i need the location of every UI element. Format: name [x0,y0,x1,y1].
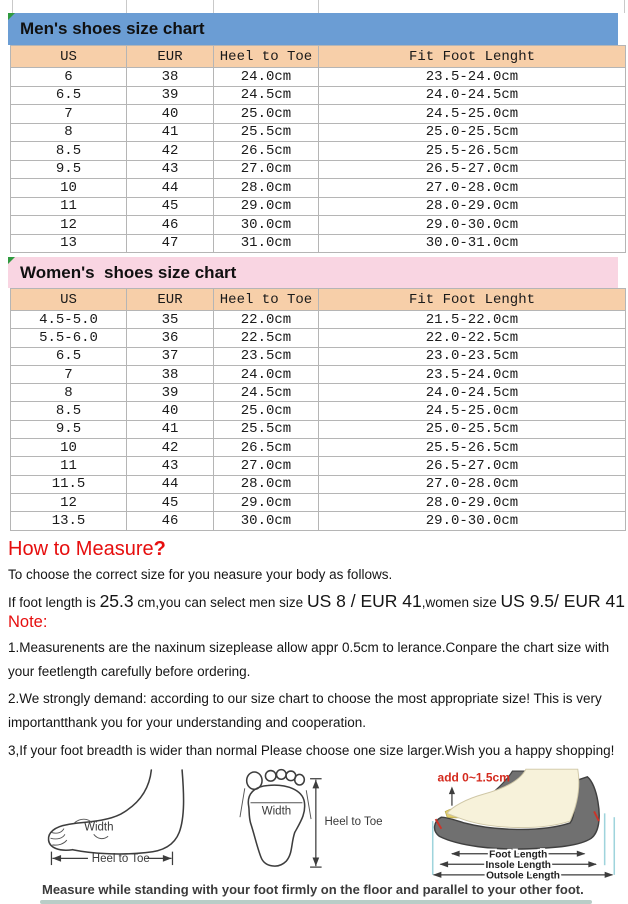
note-item: 3,If your foot breadth is wider than normal Please choose one size larger.Wish you a happy shopping! [8,742,615,758]
outsole-length-label: Outsole Length [486,870,561,882]
table-row [11,439,626,457]
table-cell: 7 [11,365,127,383]
table-cell: 28.0cm [214,179,319,198]
table-cell: 25.5cm [214,420,319,438]
table-cell: 47 [127,234,214,253]
table-cell: 26.5-27.0cm [319,457,626,475]
table-cell: 37 [127,347,214,365]
footprint-width-label: Width [261,805,292,818]
table-row [11,160,626,179]
gridline [213,0,214,13]
col-header-eur: EUR [127,289,214,311]
table-row [11,402,626,420]
table-cell: 39 [127,384,214,402]
table-cell: 25.5-26.5cm [319,142,626,161]
table-cell: 27.0cm [214,457,319,475]
table-cell: 9.5 [11,160,127,179]
gridline [624,0,625,13]
insole-length-label: Insole Length [485,860,552,872]
table-cell: 6.5 [11,86,127,105]
table-row [11,197,626,216]
table-cell: 22.0-22.5cm [319,329,626,347]
question-mark: ? [153,537,166,560]
table-cell: 10 [11,439,127,457]
table-cell: 25.5-26.5cm [319,439,626,457]
table-row [11,365,626,383]
womens-chart-header [8,257,618,288]
table-row [11,68,626,87]
table-row [11,86,626,105]
table-cell: 25.0cm [214,402,319,420]
table-cell: 30.0-31.0cm [319,234,626,253]
example-segment: 25.3 [99,590,134,611]
table-cell: 23.0-23.5cm [319,347,626,365]
table-cell: 27.0-28.0cm [319,475,626,493]
gridline [12,0,13,13]
table-cell: 30.0cm [214,512,319,530]
table-cell: 22.5cm [214,329,319,347]
note-item: 1.Measurenents are the naxinum sizeplease allow appr 0.5cm to lerance.Conpare the chart size with your feetlength carefully before ordering. [8,639,610,679]
table-header-row [11,46,626,68]
notes-list [8,636,620,763]
footprint-diagram-icon [239,767,400,875]
table-row [11,347,626,365]
side-heel-to-toe-label: Heel to Toe [91,853,150,866]
table-cell: 4.5-5.0 [11,311,127,329]
how-to-measure-title [8,538,628,561]
table-cell: 26.5-27.0cm [319,160,626,179]
table-cell: 13.5 [11,512,127,530]
col-header-heel-to-toe: Heel to Toe [214,46,319,68]
example-segment: ,women size [421,594,501,610]
side-width-label: Width [84,821,114,834]
example-segment: US 8 / EUR 41 [306,590,422,611]
table-cell: 36 [127,329,214,347]
table-cell: 29.0cm [214,493,319,511]
table-cell: 8 [11,384,127,402]
table-cell: 30.0cm [214,216,319,235]
mens-chart-title: Men's shoes size chart [20,19,205,38]
note-item: 2.We strongly demand: according to our size chart to choose the most appropriate size! This is very importantthank you for your understanding and cooperation. [8,691,602,731]
table-row [11,142,626,161]
table-cell: 38 [127,365,214,383]
table-row [11,105,626,124]
table-cell: 24.5-25.0cm [319,402,626,420]
table-cell: 46 [127,512,214,530]
table-cell: 44 [127,179,214,198]
womens-size-table [10,288,626,531]
table-row [11,216,626,235]
table-cell: 27.0cm [214,160,319,179]
table-cell: 24.0cm [214,68,319,87]
table-cell: 42 [127,142,214,161]
table-row [11,123,626,142]
table-row [11,234,626,253]
col-header-us: US [11,46,127,68]
table-cell: 28.0-29.0cm [319,493,626,511]
example-segment: cm,you can select men size [133,594,307,610]
table-cell: 26.5cm [214,439,319,457]
table-cell: 43 [127,457,214,475]
table-cell: 6 [11,68,127,87]
table-cell: 9.5 [11,420,127,438]
table-cell: 39 [127,86,214,105]
table-cell: 11.5 [11,475,127,493]
footer-instruction: Measure while standing with your foot firmly on the floor and parallel to your other foot. [42,882,584,898]
womens-chart-title: Women's shoes size chart [20,262,237,282]
cell-marker-triangle-icon [8,13,15,20]
col-header-fit-foot-length: Fit Foot Lenght [319,46,626,68]
spreadsheet-gridline-strip [0,0,628,13]
table-cell: 24.0-24.5cm [319,384,626,402]
table-cell: 45 [127,197,214,216]
table-cell: 28.0cm [214,475,319,493]
table-cell: 8.5 [11,402,127,420]
side-foot-diagram-icon [38,767,211,869]
table-cell: 8 [11,123,127,142]
bottom-shadow-bar [40,900,592,904]
how-to-measure-title-text: How to Measure [8,537,154,560]
table-cell: 44 [127,475,214,493]
mens-chart-header [8,13,618,45]
table-cell: 23.5-24.0cm [319,365,626,383]
table-header-row [11,289,626,311]
mens-size-table [10,45,626,253]
measurement-diagrams [0,767,628,881]
table-cell: 42 [127,439,214,457]
example-segment: If foot length is [8,594,100,610]
table-cell: 40 [127,105,214,124]
gridline [318,0,319,13]
table-row [11,384,626,402]
table-cell: 25.0cm [214,105,319,124]
footprint-heel-to-toe-label: Heel to Toe [324,815,383,828]
table-cell: 24.0-24.5cm [319,86,626,105]
table-cell: 29.0cm [214,197,319,216]
note-label: Note: [8,612,48,631]
table-cell: 25.5cm [214,123,319,142]
table-row [11,311,626,329]
table-cell: 25.0-25.5cm [319,420,626,438]
table-row [11,179,626,198]
table-cell: 21.5-22.0cm [319,311,626,329]
table-cell: 24.5cm [214,86,319,105]
table-cell: 23.5-24.0cm [319,68,626,87]
table-cell: 41 [127,123,214,142]
table-cell: 40 [127,402,214,420]
table-cell: 28.0-29.0cm [319,197,626,216]
table-cell: 35 [127,311,214,329]
table-cell: 41 [127,420,214,438]
table-cell: 43 [127,160,214,179]
table-cell: 12 [11,216,127,235]
col-header-fit-foot-length: Fit Foot Lenght [319,289,626,311]
table-cell: 27.0-28.0cm [319,179,626,198]
table-cell: 6.5 [11,347,127,365]
table-cell: 45 [127,493,214,511]
col-header-eur: EUR [127,46,214,68]
table-cell: 29.0-30.0cm [319,512,626,530]
example-segment: US 9.5/ EUR 41 [500,590,626,611]
table-row [11,493,626,511]
gridline [126,0,127,13]
table-row [11,329,626,347]
cell-marker-triangle-icon [8,257,15,264]
table-row [11,457,626,475]
col-header-us: US [11,289,127,311]
measure-intro: To choose the correct size for you neasure your body as follows. [8,566,393,582]
table-cell: 24.0cm [214,365,319,383]
table-cell: 8.5 [11,142,127,161]
table-row [11,475,626,493]
table-cell: 46 [127,216,214,235]
add-allowance-label: add 0~1.5cm [437,770,511,785]
table-cell: 23.5cm [214,347,319,365]
col-header-heel-to-toe: Heel to Toe [214,289,319,311]
table-cell: 12 [11,493,127,511]
table-cell: 11 [11,197,127,216]
table-cell: 26.5cm [214,142,319,161]
table-row [11,420,626,438]
how-to-measure-section [0,531,628,763]
table-cell: 31.0cm [214,234,319,253]
table-row [11,512,626,530]
table-cell: 38 [127,68,214,87]
size-example-line [8,591,628,612]
foot-length-label: Foot Length [489,849,548,861]
table-cell: 13 [11,234,127,253]
table-cell: 5.5-6.0 [11,329,127,347]
table-cell: 24.5-25.0cm [319,105,626,124]
shoe-length-diagram-icon [426,763,628,881]
table-cell: 29.0-30.0cm [319,216,626,235]
table-cell: 11 [11,457,127,475]
table-cell: 10 [11,179,127,198]
table-cell: 25.0-25.5cm [319,123,626,142]
table-cell: 24.5cm [214,384,319,402]
table-cell: 22.0cm [214,311,319,329]
table-cell: 7 [11,105,127,124]
